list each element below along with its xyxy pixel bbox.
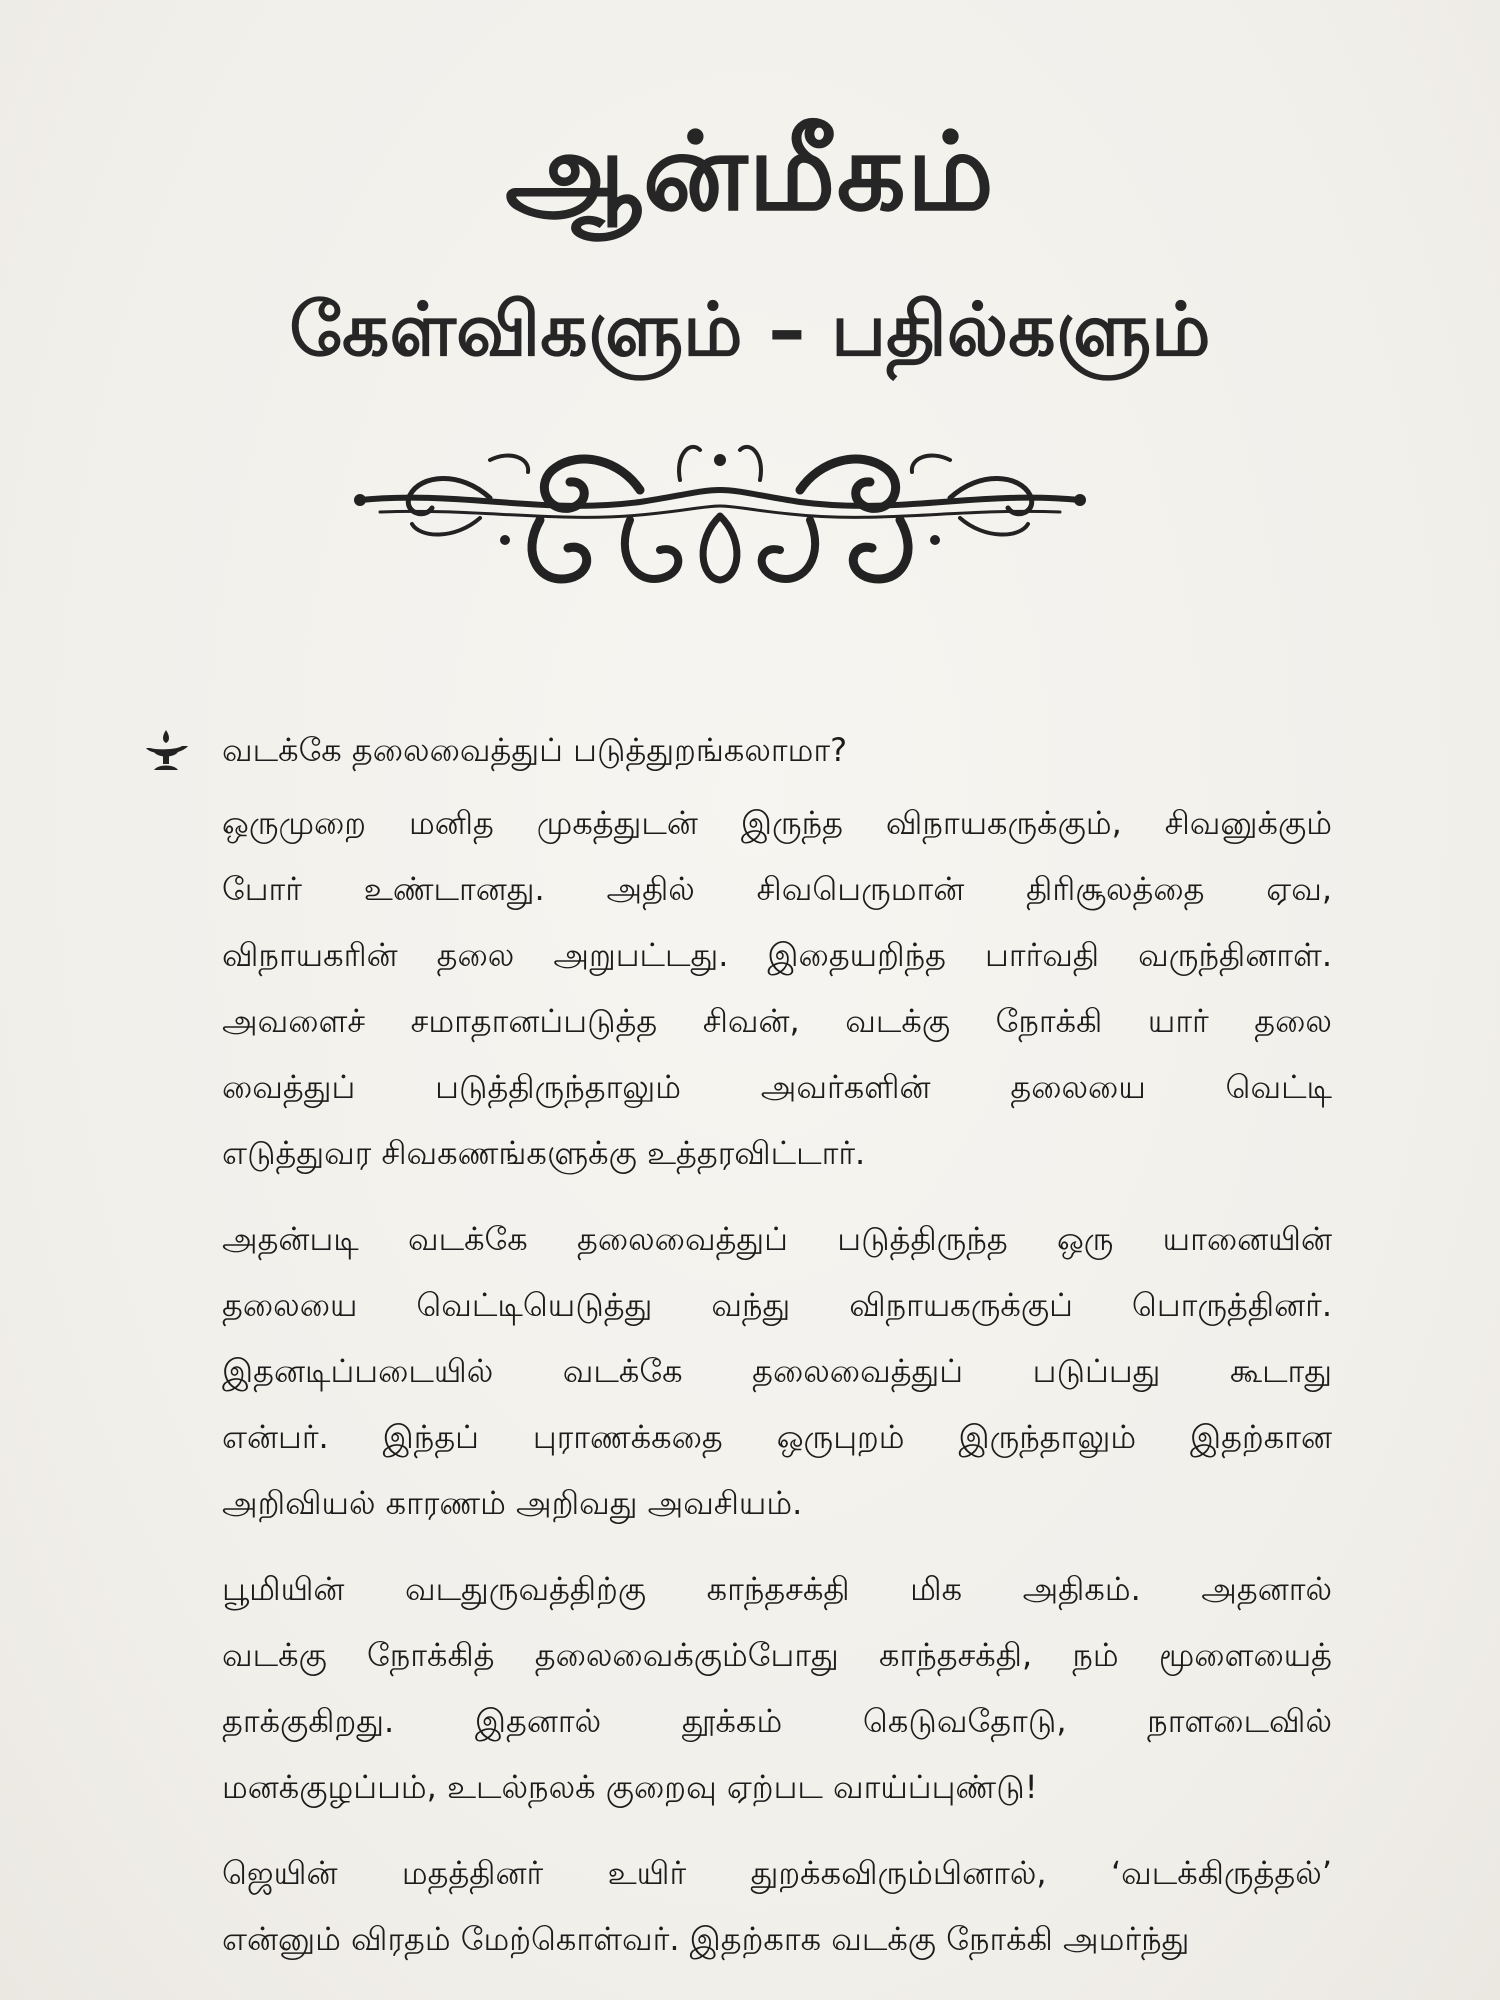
text-line: அதன்படி வடக்கே தலைவைத்துப் படுத்திருந்த ஒரு யானையின் [222,1220,1332,1258]
text-line: தாக்குகிறது. இதனால் தூக்கம் கெடுவதோடு, நாளடைவில் [222,1702,1332,1740]
text-line: ஒருமுறை மனித முகத்துடன் இருந்த விநாயகருக்கும், சிவனுக்கும் [222,804,1332,842]
text-line: அவளைச் சமாதானப்படுத்த சிவன், வடக்கு நோக்கி யார் தலை [222,1002,1332,1040]
text-line: போர் உண்டானது. அதில் சிவபெருமான் திரிசூலத்தை ஏவ, [222,870,1332,908]
page-subtitle: கேள்விகளும் – பதில்களும் [289,287,1211,373]
text-line: அறிவியல் காரணம் அறிவது அவசியம். [222,1484,803,1522]
paragraph [222,1206,1332,1536]
text-line: ஜெயின் மதத்தினர் உயிர் துறக்கவிரும்பினால், ‘வடக்கிருத்தல்’ [222,1854,1332,1892]
text-line: என்னும் விரதம் மேற்கொள்வர். இதற்காக வடக்கு நோக்கி அமர்ந்து [222,1920,1190,1958]
paragraph [222,790,1332,1186]
text-line: எடுத்துவர சிவகணங்களுக்கு உத்தரவிட்டார். [222,1134,866,1172]
paragraph [222,1840,1332,1972]
text-line: இதனடிப்படையில் வடக்கே தலைவைத்துப் படுப்பது கூடாது [222,1352,1332,1390]
page-title: ஆன்மீகம் [505,110,995,235]
answer-body [222,790,1332,1992]
question-text: வடக்கே தலைவைத்துப் படுத்துறங்கலாமா? [222,731,848,769]
text-line: விநாயகரின் தலை அறுபட்டது. இதையறிந்த பார்வதி வருந்தினாள். [222,936,1332,974]
text-line: என்பர். இந்தப் புராணக்கதை ஒருபுறம் இருந்தாலும் இதற்கான [222,1418,1332,1456]
question-heading [142,722,1342,778]
text-line: வடக்கு நோக்கித் தலைவைக்கும்போது காந்தசக்தி, நம் மூளையைத் [222,1636,1332,1674]
paragraph [222,1556,1332,1820]
text-line: வைத்துப் படுத்திருந்தாலும் அவர்களின் தலையை வெட்டி [222,1068,1332,1106]
floral-scroll-ornament-icon [340,420,1100,590]
text-line: தலையை வெட்டியெடுத்து வந்து விநாயகருக்குப் பொருத்தினர். [222,1286,1332,1324]
text-line: பூமியின் வடதுருவத்திற்கு காந்தசக்தி மிக அதிகம். அதனால் [222,1570,1332,1608]
text-line: மனக்குழப்பம், உடல்நலக் குறைவு ஏற்பட வாய்ப்புண்டு! [222,1768,1038,1806]
oil-lamp-icon [142,728,190,772]
